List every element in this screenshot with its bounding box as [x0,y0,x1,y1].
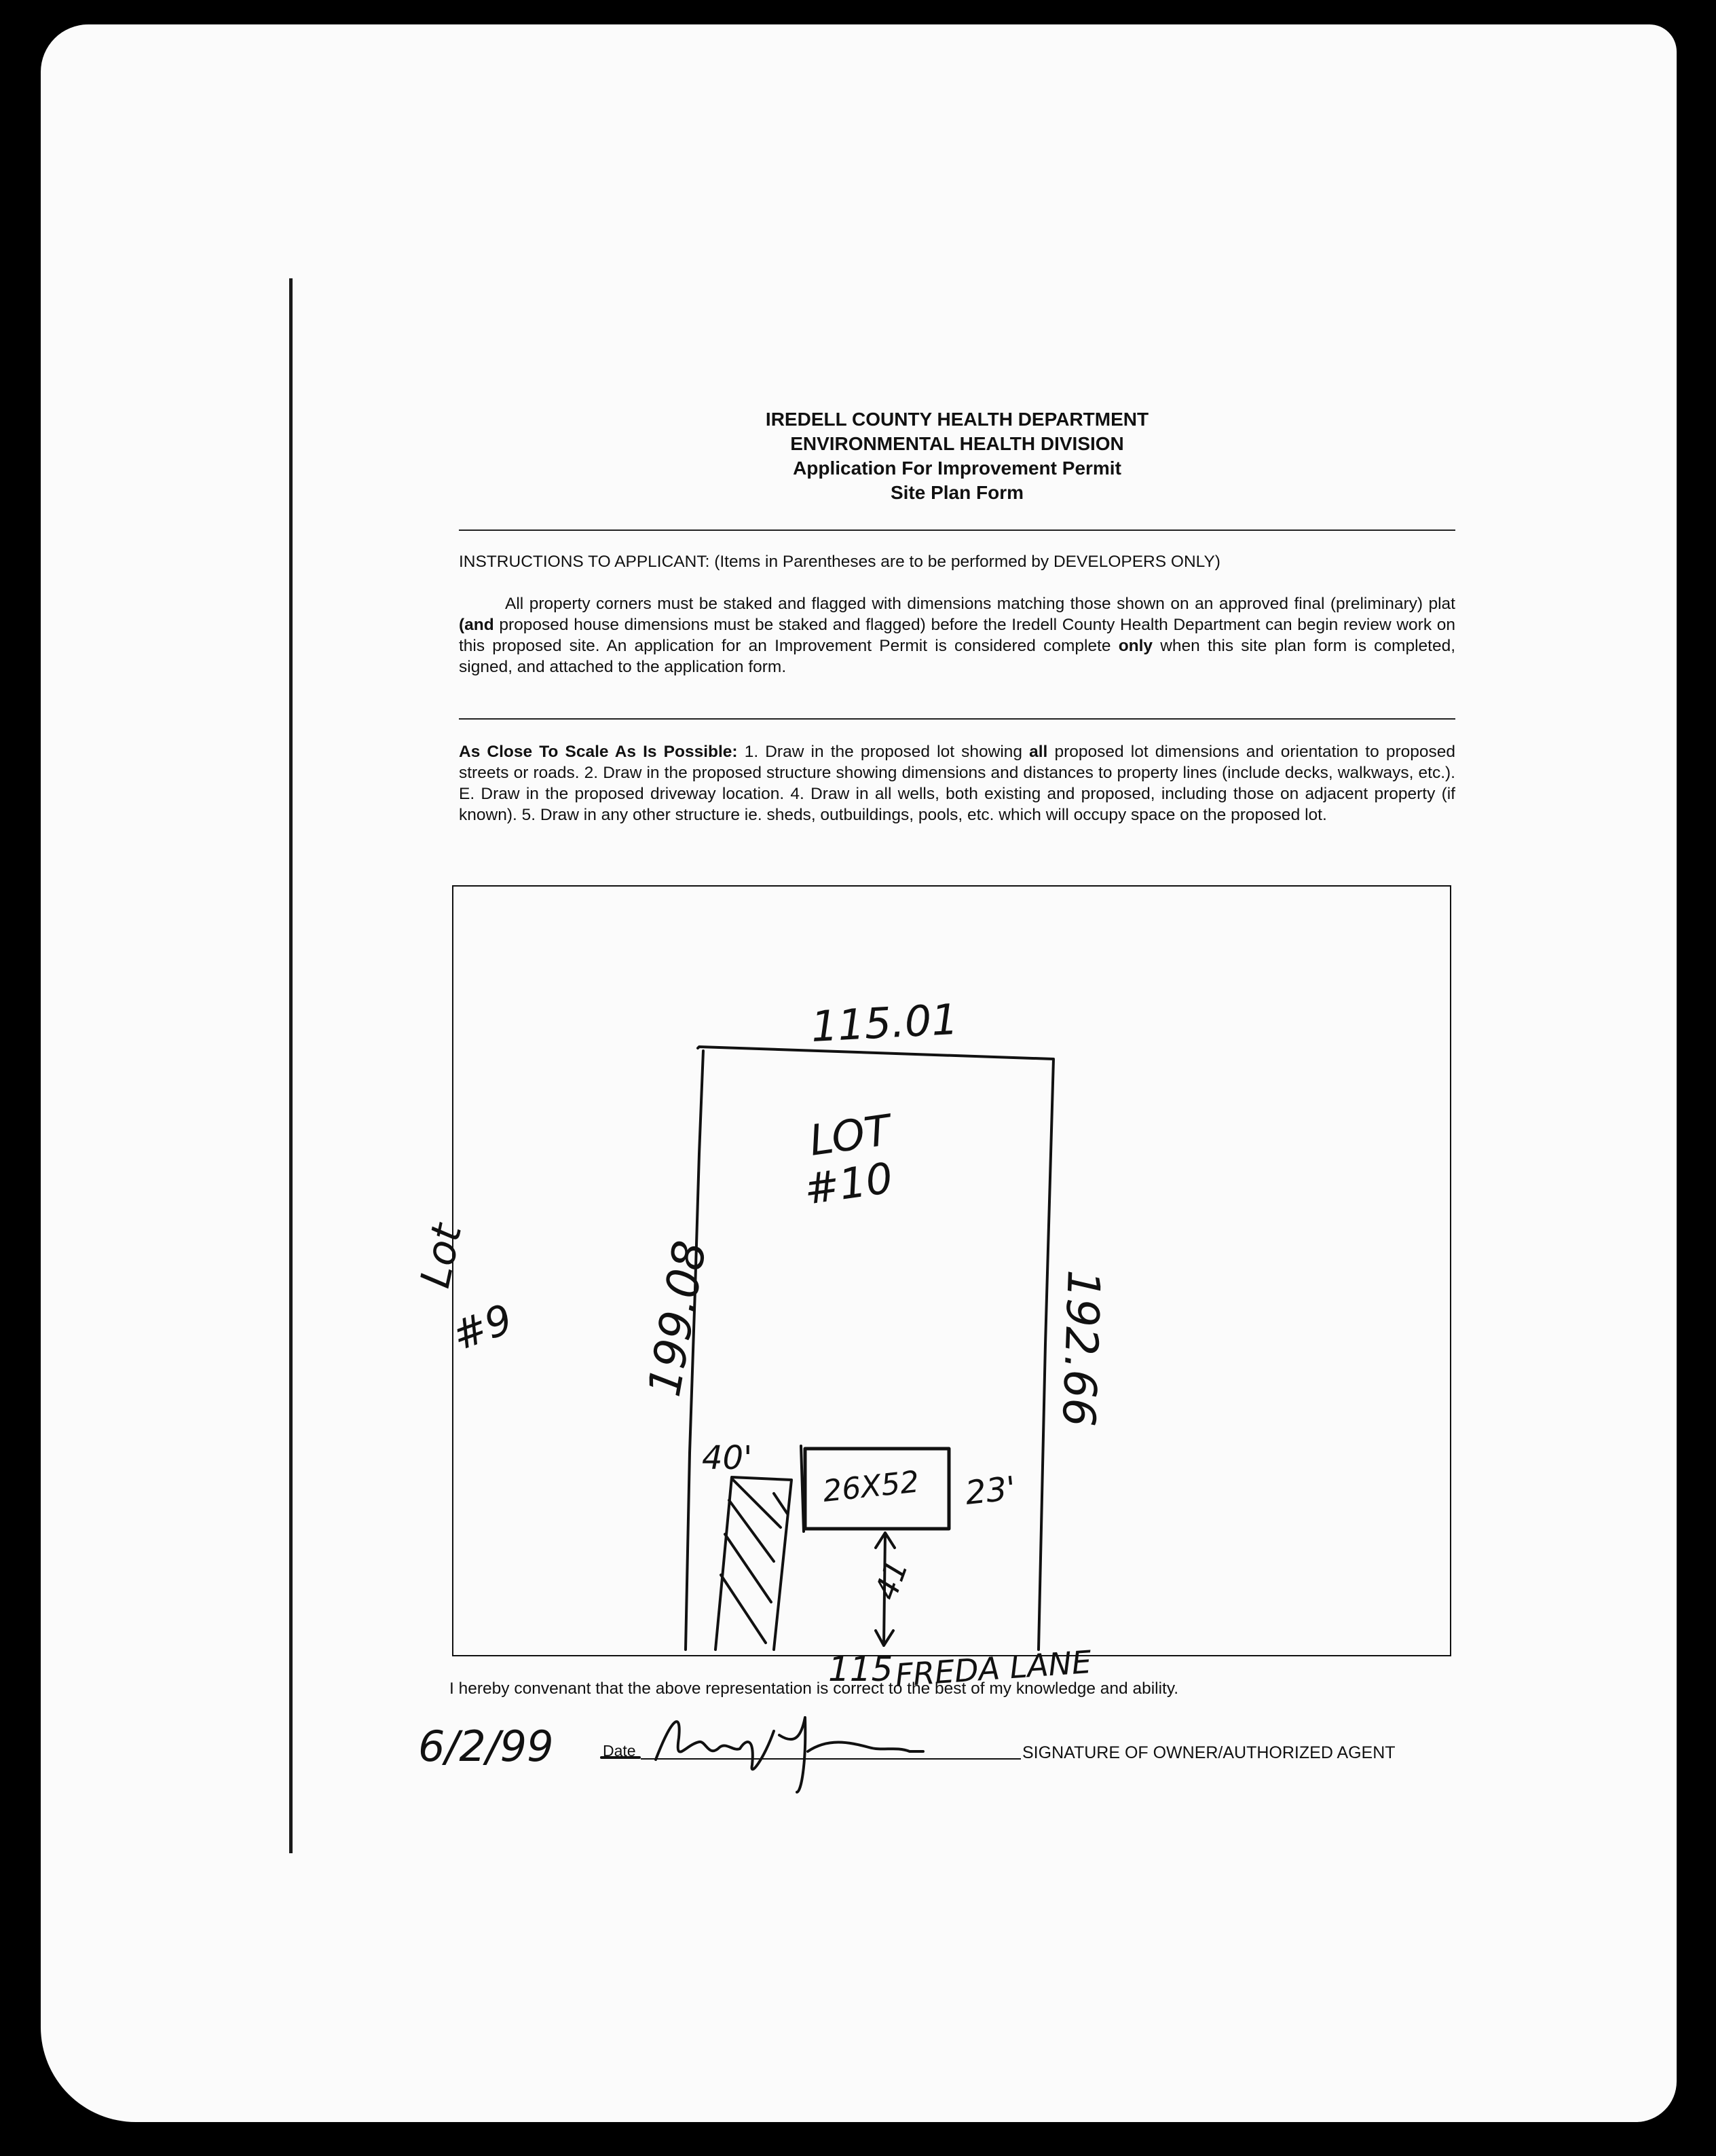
adjacent-lot-line1: Lot [411,1219,472,1293]
lot-label-line1: LOT [806,1104,894,1166]
street-name-label: FREDA LANE [894,1643,1093,1694]
driveway-width-label: 40' [702,1439,753,1477]
top-dimension-label: 115.01 [809,994,960,1052]
department-title: IREDELL COUNTY HEALTH DEPARTMENT [765,409,1149,430]
signature-scrawl [656,1717,923,1792]
instructions-paragraph: All property corners must be staked and flagged with dimensions matching those shown on an approved final (preliminary) plat (and proposed house dimensions must be staked and flagged) before the Iredell County Health Department can begin review work on this proposed site. An application for an Improvement Permit is considered complete only when this site plan form is completed, signed, and attached to the application form. [459,595,1455,676]
division-title: ENVIRONMENTAL HEALTH DIVISION [790,433,1124,454]
adjacent-lot-line2: #9 [446,1295,519,1361]
application-title: Application For Improvement Permit [793,458,1121,479]
scale-instructions-paragraph: As Close To Scale As Is Possible: 1. Draw in the proposed lot showing all proposed lot dimensions and orientation to proposed streets or roads. 2. Draw in the proposed structure showing dimensions and distances to property lines (include decks, walkways, etc.). E. Draw in the proposed driveway location. 4. Draw in all wells, both existing and proposed, including those on adjacent property (if known). 5. Draw in any other structure ie. sheds, outbuildings, pools, etc. which will occupy space on the proposed lot. [459,743,1455,824]
house-outline-double [801,1446,804,1531]
right-dimension-label: 192.66 [1051,1269,1110,1428]
signature-line [641,1758,1021,1760]
instructions-heading: INSTRUCTIONS TO APPLICANT: (Items in Parentheses are to be performed by DEVELOPERS ONLY) [459,553,1220,571]
certification-statement: I hereby convenant that the above representation is correct to the best of my knowledge and ability. [449,1679,1179,1698]
date-label: Date [603,1742,636,1760]
lot-label-line2: #10 [800,1153,896,1214]
bottom-dimension-label: 115 [828,1650,893,1689]
house-dimensions-label: 26X52 [821,1464,921,1509]
house-side-label: 23' [963,1469,1018,1512]
left-dimension-label: 199.08 [637,1236,717,1400]
setback-label: 41 [867,1555,916,1605]
date-value: 6/2/99 [418,1722,554,1771]
signature-label: SIGNATURE OF OWNER/AUTHORIZED AGENT [1022,1743,1396,1762]
form-title: Site Plan Form [890,482,1024,503]
